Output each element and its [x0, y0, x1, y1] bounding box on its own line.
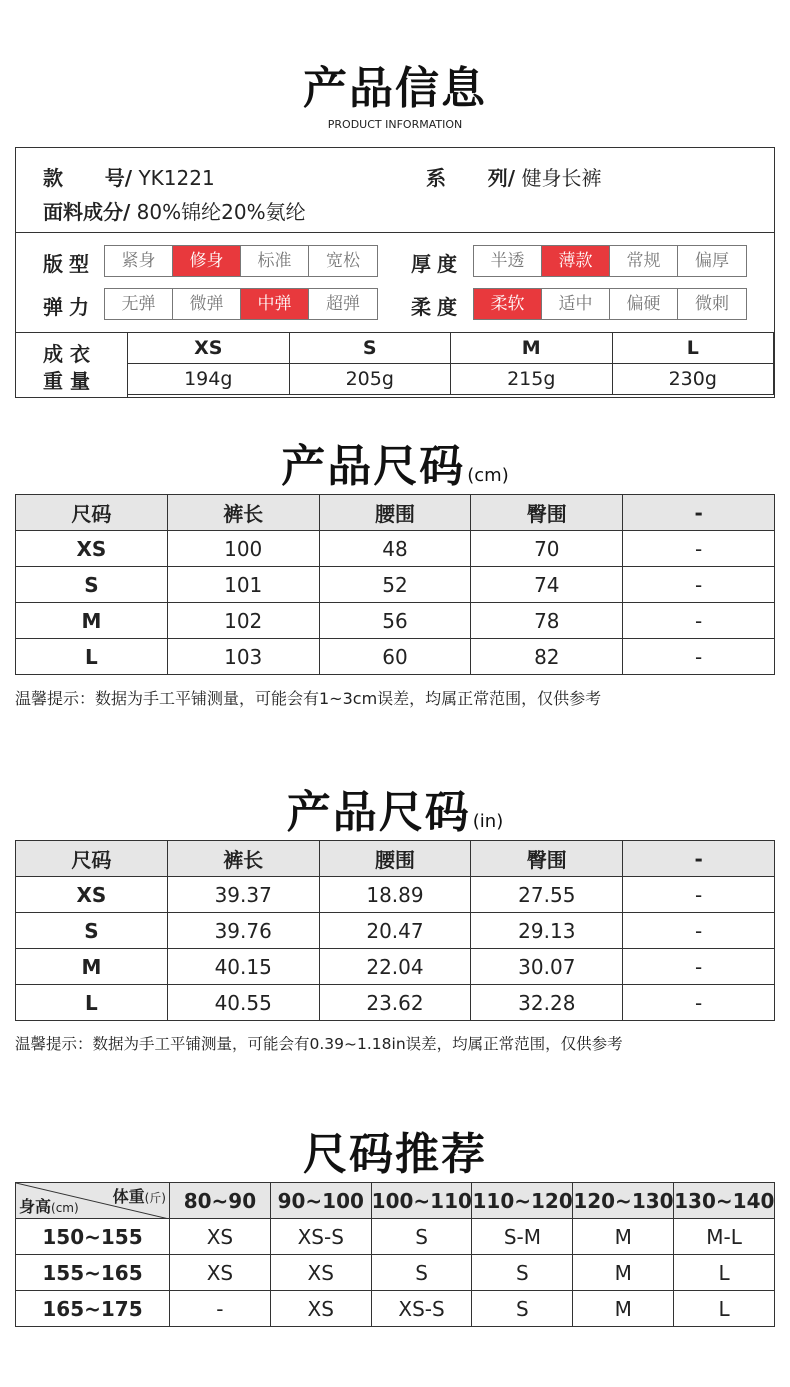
table-cell: 29.13: [471, 913, 623, 949]
weight-size: XS: [128, 333, 290, 364]
recommended-size: M: [573, 1219, 674, 1255]
size-label: S: [16, 913, 168, 949]
table-cell: 100: [167, 531, 319, 567]
table-cell: -: [623, 531, 775, 567]
size-cm-title: [0, 430, 790, 494]
height-range: 150~155: [16, 1219, 170, 1255]
weight-axis-unit: (斤): [144, 1191, 166, 1205]
thickness-label: 厚度: [411, 252, 463, 276]
table-cell: 56: [319, 603, 471, 639]
elasticity-label: 弹力: [43, 295, 95, 319]
fit-label: 版型: [43, 252, 95, 276]
weight-value: 194g: [128, 364, 290, 395]
table-row: [16, 877, 775, 913]
height-axis-label: [19, 1194, 79, 1217]
height-range: 165~175: [16, 1291, 170, 1327]
header-row: [16, 1183, 775, 1219]
softness-options: [473, 288, 747, 320]
thickness-option: 薄款: [542, 246, 610, 276]
table-cell: 22.04: [319, 949, 471, 985]
elasticity-options: [104, 288, 378, 320]
column-header: -: [623, 495, 775, 531]
recommended-size: S: [371, 1255, 472, 1291]
weight-range: 80~90: [170, 1183, 271, 1219]
table-row: [16, 531, 775, 567]
size-label: XS: [16, 877, 168, 913]
table-cell: -: [623, 567, 775, 603]
size-in-title: [0, 776, 790, 840]
table-row: [16, 567, 775, 603]
column-header: 裤长: [167, 841, 319, 877]
size-label: M: [16, 949, 168, 985]
height-range: 155~165: [16, 1255, 170, 1291]
recommended-size: XS: [270, 1291, 371, 1327]
table-cell: 39.76: [167, 913, 319, 949]
table-row: [16, 1291, 775, 1327]
table-row: [16, 603, 775, 639]
table-cell: 40.15: [167, 949, 319, 985]
table-cell: 52: [319, 567, 471, 603]
column-header: 裤长: [167, 495, 319, 531]
softness-option: 适中: [542, 289, 610, 319]
fabric-value: 80%锦纶20%氨纶: [130, 200, 306, 224]
thickness-option: 常规: [610, 246, 678, 276]
recommended-size: M: [573, 1291, 674, 1327]
recommended-size: S: [472, 1291, 573, 1327]
size-table-cm: [15, 494, 775, 675]
table-cell: 23.62: [319, 985, 471, 1021]
table-cell: 32.28: [471, 985, 623, 1021]
fit-option: 标准: [241, 246, 309, 276]
table-cell: -: [623, 985, 775, 1021]
recommended-size: XS: [270, 1255, 371, 1291]
table-cell: 20.47: [319, 913, 471, 949]
size-label: L: [16, 639, 168, 675]
weight-size: S: [289, 333, 451, 364]
table-row: [16, 913, 775, 949]
size-label: M: [16, 603, 168, 639]
table-cell: 60: [319, 639, 471, 675]
size-cm-note: 温馨提示：数据为手工平铺测量，可能会有1~3cm误差，均属正常范围，仅供参考: [15, 689, 602, 708]
info-box: [15, 147, 775, 398]
style-number: [43, 162, 215, 191]
table-cell: -: [623, 603, 775, 639]
weight-size: L: [612, 333, 774, 364]
table-row: [16, 985, 775, 1021]
table-cell: 82: [471, 639, 623, 675]
recommended-size: -: [170, 1291, 271, 1327]
table-cell: 30.07: [471, 949, 623, 985]
recommend-table: [15, 1182, 775, 1327]
table-cell: -: [623, 913, 775, 949]
column-header: 尺码: [16, 495, 168, 531]
thickness-option: 半透: [474, 246, 542, 276]
recommended-size: XS-S: [371, 1291, 472, 1327]
column-header: 腰围: [319, 495, 471, 531]
fit-option: 紧身: [105, 246, 173, 276]
fit-options: [104, 245, 378, 277]
recommended-size: L: [674, 1291, 775, 1327]
size-in-unit: (in): [472, 811, 504, 832]
header-row: [16, 495, 775, 531]
column-header: 腰围: [319, 841, 471, 877]
size-table-in: [15, 840, 775, 1021]
column-header: -: [623, 841, 775, 877]
weight-range: 130~140: [674, 1183, 775, 1219]
softness-label: 柔度: [411, 295, 463, 319]
recommend-title: 尺码推荐: [303, 1129, 487, 1180]
weight-label-line2: 重 量: [43, 369, 90, 393]
weight-size: M: [451, 333, 613, 364]
weight-axis-text: 体重: [112, 1187, 145, 1206]
thickness-option: 偏厚: [695, 251, 729, 271]
table-cell: 70: [471, 531, 623, 567]
size-in-note: 温馨提示：数据为手工平铺测量，可能会有0.39~1.18in误差，均属正常范围，仅供参考: [15, 1035, 623, 1053]
table-cell: 48: [319, 531, 471, 567]
table-cell: 78: [471, 603, 623, 639]
weight-range: 110~120: [472, 1183, 573, 1219]
weight-value: 230g: [612, 364, 774, 395]
weight-table: [127, 332, 774, 395]
table-cell: -: [623, 639, 775, 675]
recommended-size: S-M: [472, 1219, 573, 1255]
table-cell: -: [623, 877, 775, 913]
size-label: XS: [16, 531, 168, 567]
weight-value: 215g: [451, 364, 613, 395]
elasticity-option: 中弹: [241, 289, 309, 319]
table-cell: 102: [167, 603, 319, 639]
table-cell: -: [623, 949, 775, 985]
series-value: 健身长裤: [515, 166, 602, 190]
recommended-size: S: [371, 1219, 472, 1255]
weight-range: 100~110: [371, 1183, 472, 1219]
recommended-size: XS-S: [270, 1219, 371, 1255]
style-number-value: YK1221: [132, 166, 215, 190]
recommended-size: M-L: [674, 1219, 775, 1255]
weight-axis-label: [113, 1184, 166, 1207]
table-cell: 18.89: [319, 877, 471, 913]
table-cell: 27.55: [471, 877, 623, 913]
recommended-size: S: [472, 1255, 573, 1291]
recommended-size: L: [674, 1255, 775, 1291]
elasticity-option: 无弹: [105, 289, 173, 319]
column-header: 尺码: [16, 841, 168, 877]
recommended-size: XS: [170, 1255, 271, 1291]
size-in-title-text: 产品尺码: [286, 787, 471, 838]
header-row: [16, 841, 775, 877]
table-row: [16, 639, 775, 675]
softness-option: 柔软: [474, 289, 542, 319]
weight-range: 90~100: [270, 1183, 371, 1219]
table-cell: 103: [167, 639, 319, 675]
table-row: [16, 1219, 775, 1255]
table-cell: 74: [471, 567, 623, 603]
column-header: 臀围: [471, 841, 623, 877]
column-header: 臀围: [471, 495, 623, 531]
recommended-size: XS: [170, 1219, 271, 1255]
table-row: [16, 1255, 775, 1291]
weight-value: 205g: [289, 364, 451, 395]
weight-label-cell: [16, 332, 128, 397]
height-axis-text: 身高: [19, 1197, 52, 1216]
softness-option: 偏硬: [610, 289, 678, 319]
elasticity-option: 超弹: [326, 294, 360, 314]
table-cell: 40.55: [167, 985, 319, 1021]
weight-range: 120~130: [573, 1183, 674, 1219]
style-number-label: 款 号/: [43, 166, 133, 190]
elasticity-option: 微弹: [173, 289, 241, 319]
thickness-options: [473, 245, 747, 277]
table-cell: 39.37: [167, 877, 319, 913]
size-cm-title-text: 产品尺码: [281, 441, 466, 492]
series-label: 系 列/: [426, 166, 516, 190]
divider: [16, 232, 774, 233]
fabric: [43, 196, 306, 225]
height-axis-unit: (cm): [51, 1201, 79, 1215]
table-cell: 101: [167, 567, 319, 603]
series: [426, 162, 601, 191]
size-label: L: [16, 985, 168, 1021]
softness-option: 微刺: [695, 294, 729, 314]
fit-option: 宽松: [326, 251, 360, 271]
info-subtitle: PRODUCT INFORMATION: [327, 118, 463, 131]
corner-cell: [16, 1183, 170, 1219]
size-label: S: [16, 567, 168, 603]
fabric-label: 面料成分/: [43, 200, 131, 224]
info-title: 产品信息: [303, 63, 487, 114]
fit-option: 修身: [173, 246, 241, 276]
recommended-size: M: [573, 1255, 674, 1291]
size-cm-unit: (cm): [467, 465, 509, 486]
table-row: [16, 949, 775, 985]
weight-label-line1: 成 衣: [43, 342, 90, 366]
